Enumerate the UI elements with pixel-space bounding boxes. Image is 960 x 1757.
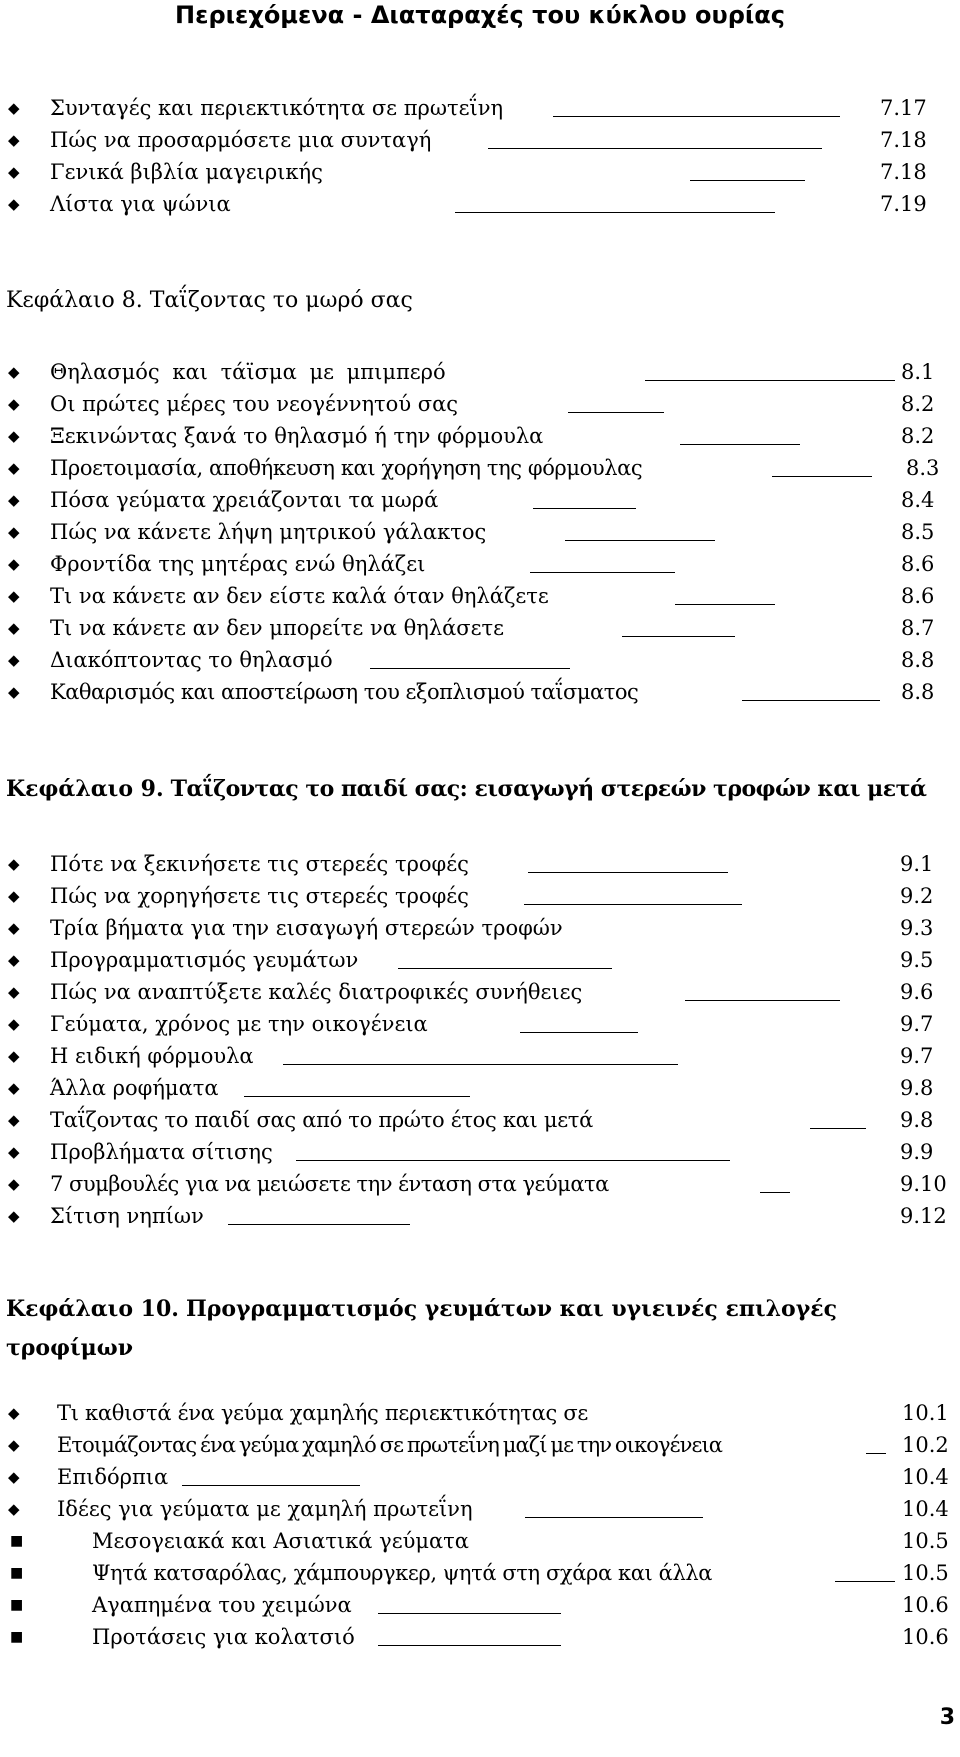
leader-line xyxy=(810,1128,866,1129)
toc-entry-label: Γεύματα, χρόνος με την οικογένεια xyxy=(50,1012,428,1036)
toc-entry-label: Τι καθιστά ένα γεύμα χαμηλής περιεκτικότητας σε xyxy=(57,1401,589,1425)
toc-entry-page: 9.3 xyxy=(900,916,934,940)
toc-entry-label: Πώς να κάνετε λήψη μητρικού γάλακτος xyxy=(50,520,487,544)
leader-line xyxy=(622,636,735,637)
toc-entry[interactable] xyxy=(0,1008,960,1040)
toc-entry[interactable] xyxy=(0,944,960,976)
toc-subentry[interactable] xyxy=(0,1525,960,1557)
leader-line xyxy=(533,508,636,509)
chapter-title: Ταΐζοντας το παιδί σας: εισαγωγή στερεών τροφών και μετά xyxy=(170,776,927,802)
diamond-bullet-icon: ◆ xyxy=(8,395,20,413)
toc-entry[interactable] xyxy=(0,1168,960,1200)
toc-entry-page: 7.19 xyxy=(880,192,927,216)
toc-entry-page: 8.4 xyxy=(901,488,935,512)
toc-entry-label: Διακόπτοντας το θηλασμό xyxy=(50,648,333,672)
toc-entry[interactable] xyxy=(0,880,960,912)
diamond-bullet-icon: ◆ xyxy=(8,99,20,117)
leader-line xyxy=(455,212,775,213)
diamond-bullet-icon: ◆ xyxy=(8,951,20,969)
leader-line xyxy=(565,540,715,541)
toc-entry-label: Πώς να χορηγήσετε τις στερεές τροφές xyxy=(50,884,469,908)
toc-entry-label: Πώς να προσαρμόσετε μια συνταγή xyxy=(50,128,432,152)
chapter-title: Προγραμματισμός γευμάτων και υγιεινές επιλογές xyxy=(185,1296,838,1322)
diamond-bullet-icon: ◆ xyxy=(8,523,20,541)
toc-entry[interactable] xyxy=(0,1397,960,1429)
toc-entry-label: Προγραμματισμός γευμάτων xyxy=(50,948,359,972)
chapter-title-line2: τροφίμων xyxy=(6,1335,133,1361)
diamond-bullet-icon: ◆ xyxy=(8,651,20,669)
diamond-bullet-icon: ◆ xyxy=(8,1404,20,1422)
toc-entry-page: 9.2 xyxy=(900,884,934,908)
diamond-bullet-icon: ◆ xyxy=(8,1175,20,1193)
toc-entry-page: 9.8 xyxy=(900,1076,934,1100)
diamond-bullet-icon: ◆ xyxy=(8,131,20,149)
toc-entry[interactable] xyxy=(0,1461,960,1493)
leader-line xyxy=(296,1160,730,1161)
toc-entry-label: Τι να κάνετε αν δεν μπορείτε να θηλάσετε xyxy=(50,616,505,640)
toc-subentry-label: Αγαπημένα του χειμώνα xyxy=(92,1593,352,1617)
toc-entry-label: 7 συμβουλές για να μειώσετε την ένταση στα γεύματα xyxy=(50,1172,609,1196)
toc-entry-page: 9.10 xyxy=(900,1172,947,1196)
leader-line xyxy=(645,380,895,381)
toc-entry-label: Πόσα γεύματα χρειάζονται τα μωρά xyxy=(50,488,439,512)
toc-entry-label: Η ειδική φόρμουλα xyxy=(50,1044,254,1068)
toc-entry-label: Συνταγές και περιεκτικότητα σε πρωτεΐνη xyxy=(50,96,504,120)
diamond-bullet-icon: ◆ xyxy=(8,919,20,937)
toc-entry-page: 9.6 xyxy=(900,980,934,1004)
toc-entry[interactable] xyxy=(0,124,960,156)
square-bullet-icon: ■ xyxy=(10,1597,24,1613)
toc-entry-page: 8.7 xyxy=(901,616,935,640)
toc-entry-page: 8.8 xyxy=(901,648,935,672)
leader-line xyxy=(528,872,728,873)
leader-line xyxy=(742,700,880,701)
leader-line xyxy=(553,116,840,117)
diamond-bullet-icon: ◆ xyxy=(8,1143,20,1161)
toc-entry-page: 8.6 xyxy=(901,552,935,576)
leader-line xyxy=(530,572,675,573)
toc-entry[interactable] xyxy=(0,848,960,880)
toc-entry[interactable] xyxy=(0,1136,960,1168)
toc-entry-label: Ιδέες για γεύματα με χαμηλή πρωτεΐνη xyxy=(57,1497,473,1521)
page-title: Περιεχόμενα - Διαταραχές του κύκλου ουρίας xyxy=(175,1,785,29)
diamond-bullet-icon: ◆ xyxy=(8,1468,20,1486)
toc-subentry-label: Ψητά κατσαρόλας, χάμπουργκερ, ψητά στη σχάρα και άλλα xyxy=(92,1561,713,1585)
toc-entry-page: 8.8 xyxy=(901,680,935,704)
toc-entry-label: Λίστα για ψώνια xyxy=(50,192,231,216)
chapter-heading xyxy=(6,770,950,809)
toc-entry[interactable] xyxy=(0,484,960,516)
toc-entry[interactable] xyxy=(0,976,960,1008)
toc-entry-label: Ξεκινώντας ξανά το θηλασμό ή την φόρμουλα xyxy=(50,424,544,448)
toc-entry-page: 8.1 xyxy=(901,360,935,384)
leader-line xyxy=(568,412,664,413)
toc-entry-page: 7.18 xyxy=(880,160,927,184)
diamond-bullet-icon: ◆ xyxy=(8,1047,20,1065)
toc-entry-page: 10.2 xyxy=(902,1433,949,1457)
toc-entry[interactable] xyxy=(0,420,960,452)
diamond-bullet-icon: ◆ xyxy=(8,983,20,1001)
toc-entry[interactable] xyxy=(0,612,960,644)
toc-entry-page: 8.2 xyxy=(901,424,935,448)
leader-line xyxy=(378,1645,561,1646)
chapter-number: Κεφάλαιο 9. xyxy=(6,776,164,802)
toc-entry-page: 8.2 xyxy=(901,392,935,416)
leader-line xyxy=(760,1192,790,1193)
diamond-bullet-icon: ◆ xyxy=(8,1500,20,1518)
diamond-bullet-icon: ◆ xyxy=(8,887,20,905)
toc-entry[interactable] xyxy=(0,676,960,708)
toc-entry-page: 8.5 xyxy=(901,520,935,544)
toc-entry-page: 7.18 xyxy=(880,128,927,152)
diamond-bullet-icon: ◆ xyxy=(8,1079,20,1097)
leader-line xyxy=(685,1000,840,1001)
toc-entry[interactable] xyxy=(0,1200,960,1232)
leader-line xyxy=(772,476,872,477)
leader-line xyxy=(525,1517,703,1518)
toc-entry-label: Προετοιμασία, αποθήκευση και χορήγηση της φόρμουλας xyxy=(50,456,643,480)
square-bullet-icon: ■ xyxy=(10,1565,24,1581)
toc-subentry-page: 10.6 xyxy=(902,1593,949,1617)
chapter-number: Κεφάλαιο 8. xyxy=(6,288,143,313)
toc-subentry-page: 10.5 xyxy=(902,1561,949,1585)
diamond-bullet-icon: ◆ xyxy=(8,427,20,445)
toc-entry-label: Προβλήματα σίτισης xyxy=(50,1140,273,1164)
leader-line xyxy=(378,1613,561,1614)
toc-entry[interactable] xyxy=(0,1429,960,1461)
toc-entry[interactable] xyxy=(0,1104,960,1136)
toc-subentry-page: 10.5 xyxy=(902,1529,949,1553)
diamond-bullet-icon: ◆ xyxy=(8,1436,20,1454)
leader-line xyxy=(182,1485,360,1486)
toc-entry[interactable] xyxy=(0,580,960,612)
leader-line xyxy=(244,1096,470,1097)
leader-line xyxy=(866,1453,886,1454)
leader-line xyxy=(520,1032,638,1033)
diamond-bullet-icon: ◆ xyxy=(8,1111,20,1129)
leader-line xyxy=(370,668,570,669)
toc-entry-page: 7.17 xyxy=(880,96,927,120)
toc-entry-label: Τι να κάνετε αν δεν είστε καλά όταν θηλάζετε xyxy=(50,584,549,608)
toc-entry-label: Ταΐζοντας το παιδί σας από το πρώτο έτος και μετά xyxy=(50,1108,593,1132)
toc-entry-page: 10.4 xyxy=(902,1465,949,1489)
toc-entry[interactable] xyxy=(0,1040,960,1072)
page-number: 3 xyxy=(939,1705,955,1730)
toc-subentry[interactable] xyxy=(0,1557,960,1589)
toc-entry-page: 9.1 xyxy=(900,852,934,876)
toc-entry-page: 9.7 xyxy=(900,1044,934,1068)
toc-subentry[interactable] xyxy=(0,1589,960,1621)
toc-entry-label: Καθαρισμός και αποστείρωση του εξοπλισμού ταΐσματος xyxy=(50,680,639,704)
toc-entry-label: Ετοιμάζοντας ένα γεύμα χαμηλό σε πρωτεΐνη μαζί με την οικογένεια xyxy=(57,1433,723,1457)
diamond-bullet-icon: ◆ xyxy=(8,363,20,381)
leader-line xyxy=(283,1064,678,1065)
leader-line xyxy=(675,604,775,605)
toc-entry[interactable] xyxy=(0,92,960,124)
diamond-bullet-icon: ◆ xyxy=(8,587,20,605)
toc-entry[interactable] xyxy=(0,1072,960,1104)
toc-entry-label: Επιδόρπια xyxy=(57,1465,169,1489)
toc-entry[interactable] xyxy=(0,1493,960,1525)
diamond-bullet-icon: ◆ xyxy=(8,459,20,477)
chapter-number: Κεφάλαιο 10. xyxy=(6,1296,179,1322)
toc-entry[interactable] xyxy=(0,644,960,676)
diamond-bullet-icon: ◆ xyxy=(8,683,20,701)
diamond-bullet-icon: ◆ xyxy=(8,491,20,509)
toc-entry-page: 8.3 xyxy=(906,456,940,480)
toc-subentry[interactable] xyxy=(0,1621,960,1653)
square-bullet-icon: ■ xyxy=(10,1629,24,1645)
square-bullet-icon: ■ xyxy=(10,1533,24,1549)
leader-line xyxy=(228,1224,410,1225)
toc-entry-label: Φροντίδα της μητέρας ενώ θηλάζει xyxy=(50,552,426,576)
toc-entry[interactable] xyxy=(0,388,960,420)
leader-line xyxy=(488,148,822,149)
diamond-bullet-icon: ◆ xyxy=(8,555,20,573)
toc-entry-page: 9.12 xyxy=(900,1204,947,1228)
chapter-title-continued xyxy=(6,1329,950,1368)
toc-entry-page: 9.8 xyxy=(900,1108,934,1132)
toc-entry-page: 9.9 xyxy=(900,1140,934,1164)
toc-entry-label: Γενικά βιβλία μαγειρικής xyxy=(50,160,323,184)
toc-entry[interactable] xyxy=(0,452,960,484)
leader-line xyxy=(398,968,612,969)
toc-subentry-label: Προτάσεις για κολατσιό xyxy=(92,1625,355,1649)
chapter-heading xyxy=(6,1290,950,1329)
toc-entry[interactable] xyxy=(0,516,960,548)
toc-entry-label: Άλλα ροφήματα xyxy=(50,1076,219,1100)
toc-entry-label: Τρία βήματα για την εισαγωγή στερεών τροφών xyxy=(50,916,563,940)
diamond-bullet-icon: ◆ xyxy=(8,1207,20,1225)
toc-entry-label: Οι πρώτες μέρες του νεογέννητού σας xyxy=(50,392,459,416)
diamond-bullet-icon: ◆ xyxy=(8,1015,20,1033)
leader-line xyxy=(524,904,742,905)
toc-entry-label: Πότε να ξεκινήσετε τις στερεές τροφές xyxy=(50,852,469,876)
toc-subentry-label: Μεσογειακά και Ασιατικά γεύματα xyxy=(92,1529,469,1553)
chapter-heading xyxy=(6,282,950,320)
leader-line xyxy=(690,180,805,181)
toc-entry-label: Πώς να αναπτύξετε καλές διατροφικές συνήθειες xyxy=(50,980,583,1004)
toc-entry-page: 8.6 xyxy=(901,584,935,608)
toc-entry-label: Σίτιση νηπίων xyxy=(50,1204,204,1228)
diamond-bullet-icon: ◆ xyxy=(8,195,20,213)
diamond-bullet-icon: ◆ xyxy=(8,619,20,637)
toc-entry[interactable] xyxy=(0,188,960,220)
toc-entry-page: 9.5 xyxy=(900,948,934,972)
toc-subentry-page: 10.6 xyxy=(902,1625,949,1649)
diamond-bullet-icon: ◆ xyxy=(8,163,20,181)
toc-entry-page: 9.7 xyxy=(900,1012,934,1036)
toc-entry[interactable] xyxy=(0,548,960,580)
leader-line xyxy=(680,444,800,445)
toc-entry[interactable] xyxy=(0,356,960,388)
toc-entry-label: Θηλασμός και τάϊσμα με μπιμπερό xyxy=(50,360,446,384)
chapter-title: Ταΐζοντας το μωρό σας xyxy=(149,288,413,313)
leader-line xyxy=(835,1581,895,1582)
toc-entry[interactable] xyxy=(0,156,960,188)
diamond-bullet-icon: ◆ xyxy=(8,855,20,873)
toc-entry[interactable] xyxy=(0,912,960,944)
toc-entry-page: 10.1 xyxy=(902,1401,949,1425)
toc-entry-page: 10.4 xyxy=(902,1497,949,1521)
